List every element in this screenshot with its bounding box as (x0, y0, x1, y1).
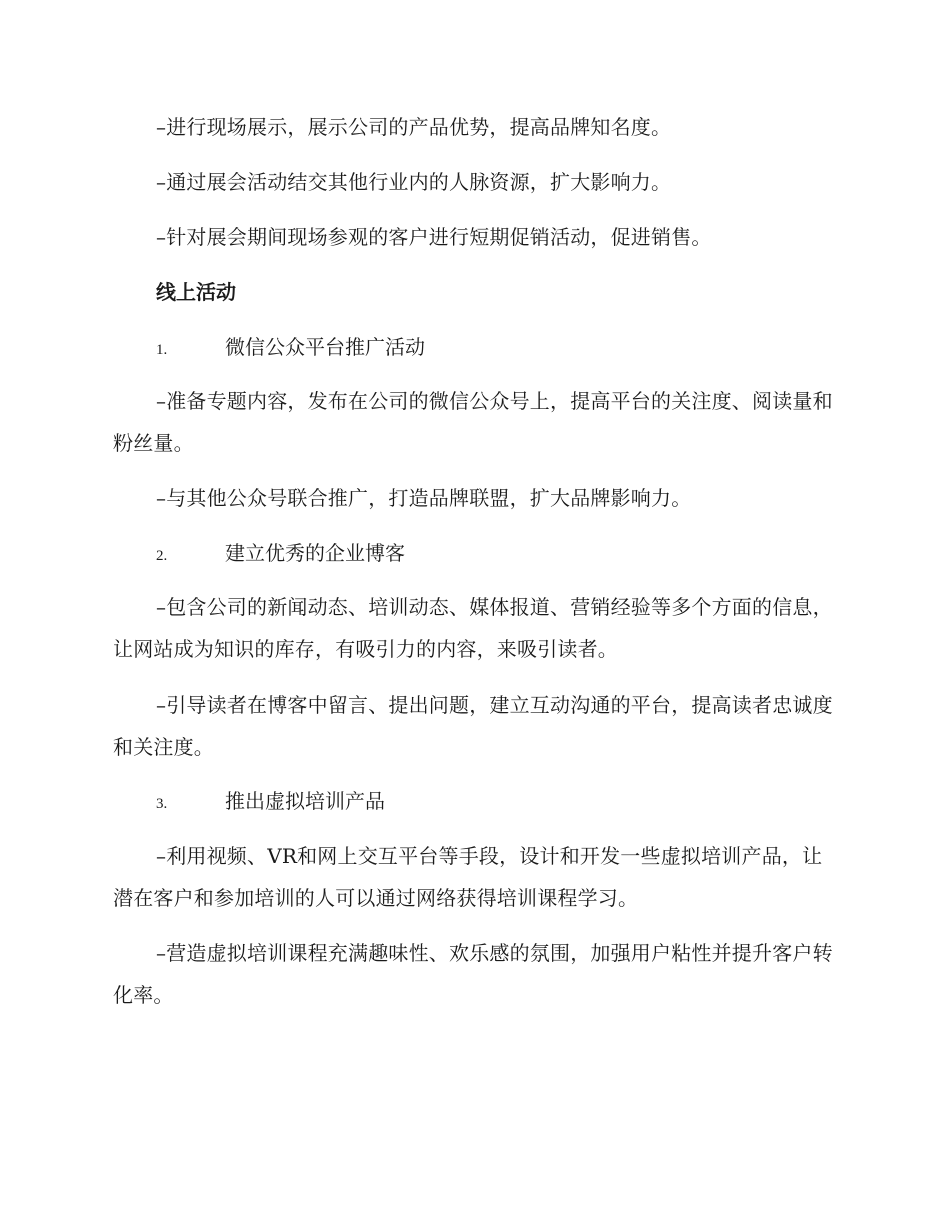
bullet-paragraph: –与其他公众号联合推广，打造品牌联盟，扩大品牌影响力。 (156, 486, 692, 510)
bullet-paragraph: –营造虚拟培训课程充满趣味性、欢乐感的氛围，加强用户粘性并提升客户转化率。 (113, 941, 833, 1007)
subheading-title: 推出虚拟培训产品 (225, 789, 385, 813)
bullet-paragraph: –针对展会期间现场参观的客户进行短期促销活动，促进销售。 (156, 225, 712, 249)
subheading-title: 建立优秀的企业博客 (225, 541, 405, 565)
bullet-paragraph: –利用视频、VR和网上交互平台等手段，设计和开发一些虚拟培训产品，让潜在客户和参加培训的人可以通过网络获得培训课程学习。 (113, 844, 823, 910)
numbered-subheading (156, 538, 405, 571)
bullet-paragraph: –引导读者在博客中留言、提出问题，建立互动沟通的平台，提高读者忠诚度和关注度。 (113, 693, 833, 759)
subheading-title: 微信公众平台推广活动 (225, 335, 425, 359)
numbered-subheading (156, 786, 385, 819)
bullet-paragraph: –准备专题内容，发布在公司的微信公众号上，提高平台的关注度、阅读量和粉丝量。 (113, 389, 833, 455)
numbered-subheading (156, 332, 425, 365)
list-number: 2. (156, 548, 168, 564)
list-number: 1. (156, 342, 168, 358)
bullet-paragraph: –通过展会活动结交其他行业内的人脉资源，扩大影响力。 (156, 170, 672, 194)
section-heading: 线上活动 (156, 280, 236, 304)
list-number: 3. (156, 796, 168, 812)
bullet-paragraph: –包含公司的新闻动态、培训动态、媒体报道、营销经验等多个方面的信息，让网站成为知识的库存，有吸引力的内容，来吸引读者。 (113, 595, 833, 661)
bullet-paragraph: –进行现场展示，展示公司的产品优势，提高品牌知名度。 (156, 115, 672, 139)
